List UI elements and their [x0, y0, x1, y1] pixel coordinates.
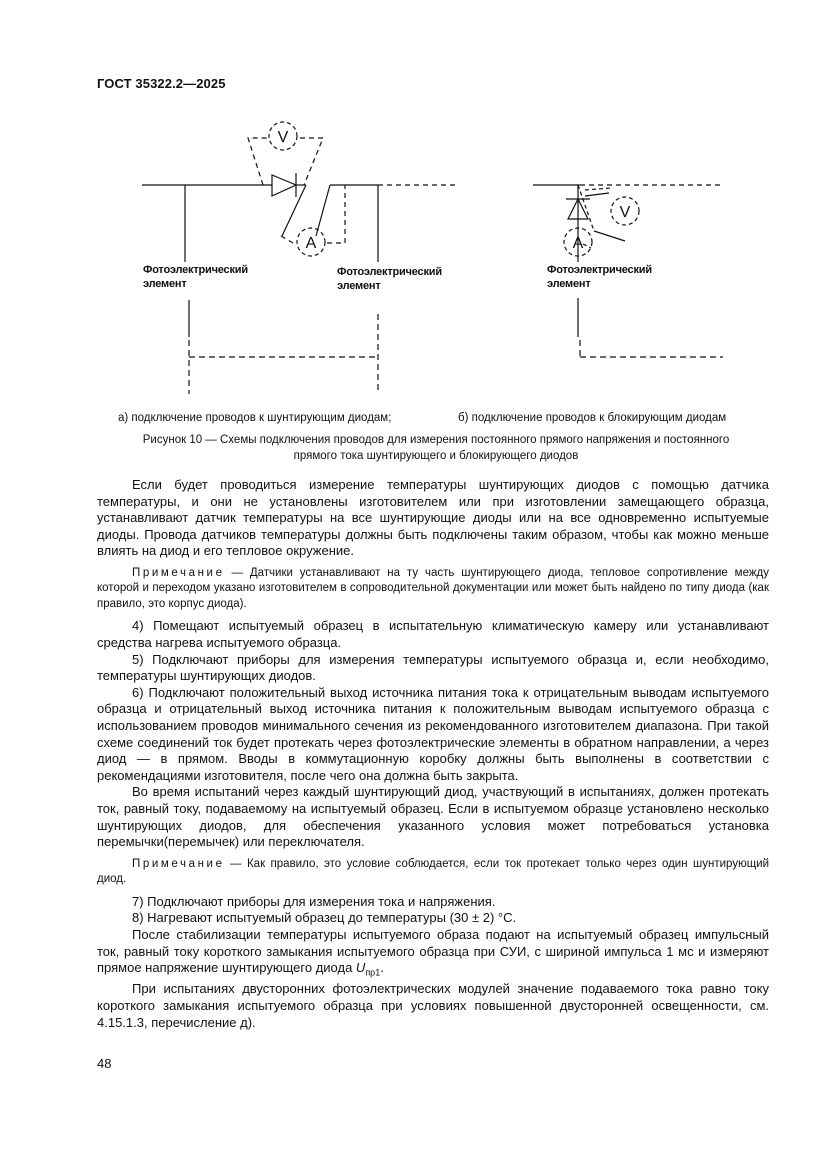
note: [97, 857, 769, 888]
voltmeter-symbol-a: V: [277, 129, 289, 146]
paragraph: 6) Подключают положительный выход источника питания тока к отрицательным выводам испытуемого образца и отрицательный выход источника питания к положительным выводам испытуемого образца с использованием проводов минимального сечения из рекомендованного изготовителем диапазона. При такой схеме соединений ток будет протекать через фотоэлектрические элементы в обратном направлении, а через диод — в прямом. Вводы в коммутационную коробку должны быть выполнены в соответствии с рекомендациями изготовителя, после чего она должна быть закрыта.: [97, 684, 769, 783]
note-text: — Как правило, это условие соблюдается, если ток протекает только через один шунтирующий диод.: [97, 857, 769, 886]
circuit-diagram: [0, 0, 827, 410]
note-text: — Датчики устанавливают на ту часть шунтирующего диода, тепловое сопротивление между которой и переходом указано изготовителем в сопроводительной документации или может быть найдено по типу диода (как правило, это корпус диода).: [97, 566, 769, 610]
note: [97, 566, 769, 613]
element-label-b: Фотоэлектрический элемент: [547, 264, 652, 290]
figure-caption-line2: прямого тока шунтирующего и блокирующего диодов: [293, 450, 579, 462]
diagram-a: [142, 122, 456, 394]
figure-caption: [100, 432, 772, 464]
ammeter-symbol-b: A: [572, 235, 584, 252]
paragraph-end: .: [380, 960, 384, 976]
ammeter-symbol-a: A: [305, 235, 317, 252]
paragraph: [97, 927, 769, 981]
paragraph: 7) Подключают приборы для измерения тока и напряжения.: [132, 893, 496, 909]
paragraph: 4) Помещают испытуемый образец в испытательную климатическую камеру или устанавливают средства нагрева испытуемого образца.: [97, 618, 769, 651]
variable-subscript: пр1: [365, 967, 381, 978]
paragraph: 5) Подключают приборы для измерения температуры испытуемого образца и, если необходимо, температуры шунтирующих диодов.: [97, 651, 769, 684]
element-label-a-right: Фотоэлектрический элемент: [337, 266, 442, 292]
paragraph: При испытаниях двусторонних фотоэлектрических модулей значение подаваемого тока равно току короткого замыкания испытуемого образца при условиях повышенной двусторонней освещенности, см. 4.15.1.3, перечисление д).: [97, 981, 769, 1030]
page-number: 48: [97, 1056, 112, 1071]
paragraph: Во время испытаний через каждый шунтирующий диод, участвующий в испытаниях, должен протекать ток, равный току, подаваемому на испытуемый образец. Если в испытуемом образце установлено несколько шунтирующих диодов, для обеспечения указанного условия может потребоваться установка перемычки(перемычек) или переключателя.: [97, 784, 769, 850]
figure-caption-line1: Рисунок 10 — Схемы подключения проводов для измерения постоянного прямого напряжения и постоянного: [142, 434, 730, 446]
subcaption-b: б) подключение проводов к блокирующим диодам: [458, 412, 727, 424]
body-text: [97, 477, 769, 1031]
element-label-a-left: Фотоэлектрический элемент: [143, 264, 248, 290]
note-label: Примечание: [132, 857, 225, 870]
shunt-diode-icon: [272, 173, 306, 197]
variable-u: U: [355, 960, 366, 976]
subcaption-a: а) подключение проводов к шунтирующим диодам;: [118, 412, 392, 424]
paragraph: 8) Нагревают испытуемый образец до температуры (30 ± 2) °С.: [132, 910, 517, 926]
paragraph-text: После стабилизации температуры испытуемого образа подают на испытуемый образец импульсный ток, равный току короткого замыкания испытуемого образца при СУИ, с шириной импульса 1 мс и измеряют прямое напряжение шунтирующего диода: [97, 926, 769, 976]
voltmeter-symbol-b: V: [619, 204, 631, 221]
document-header: ГОСТ 35322.2—2025: [97, 76, 226, 91]
note-label: Примечание: [132, 566, 225, 579]
paragraph: Если будет проводиться измерение температуры шунтирующих диодов с помощью датчика температуры, и они не установлены изготовителем или при изготовлении замещающего образца, устанавливают датчик температуры на все шунтирующие диоды или на все одновременно испытуемые диоды. Провода датчиков температуры должны быть подключены таким образом, чтобы как можно меньше влиять на диод и его тепловое окружение.: [97, 477, 769, 559]
